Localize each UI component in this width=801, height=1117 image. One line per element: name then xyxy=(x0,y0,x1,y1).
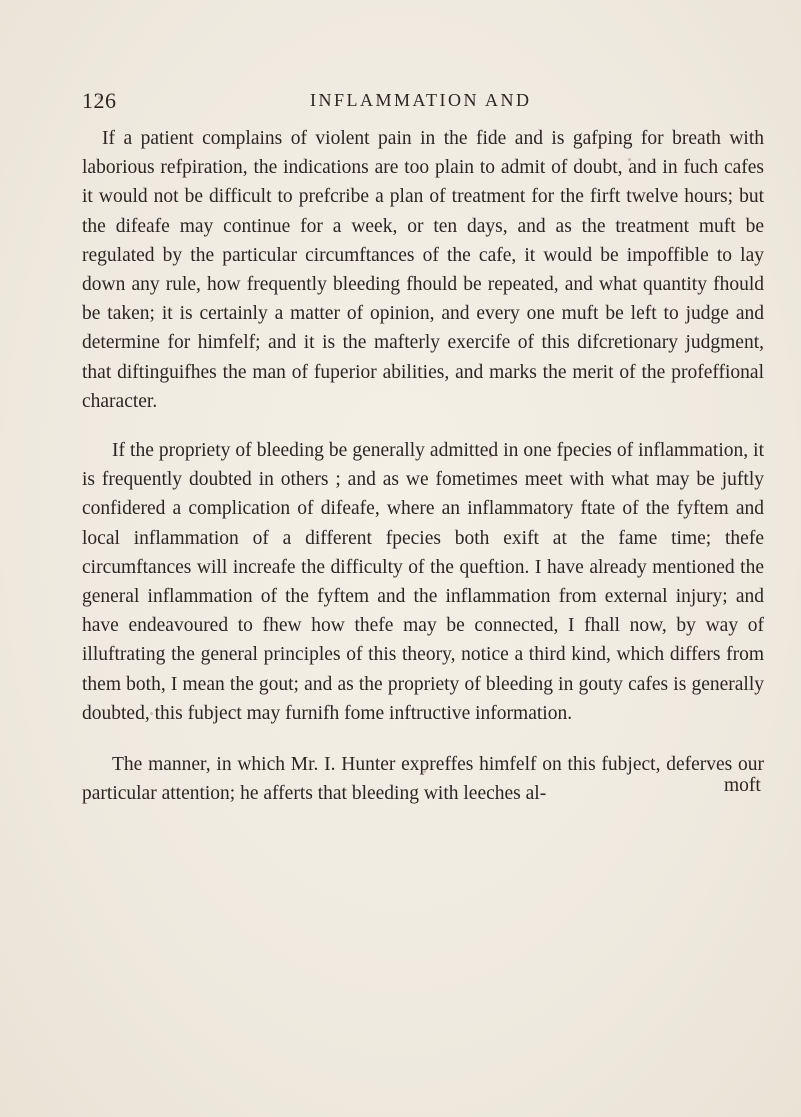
paper-speck xyxy=(98,96,101,99)
paragraph-2: If the propriety of bleeding be generally admitted in one fpecies of inflammation, it is frequently doubted in others ; and as we fometimes meet with what may be juftly confidered a complication of difeafe, where an inflammatory ftate of the fyftem and local inflammation of a different fpecies both exift at the fame time; thefe circumftances will increafe the difficulty of the queftion. I have already mentioned the general inflammation of the fyftem and the inflammation from external injury; and have endeavoured to fhew how thefe may be connected, I fhall now, by way of illuftrating the general principles of this theory, notice a third kind, which differs from them both, I mean the gout; and as the propriety of bleeding in gouty cafes is generally doubted, this fubject may furnifh fome inftructive information. xyxy=(82,440,764,724)
paper-speck xyxy=(423,770,426,773)
paper-speck xyxy=(489,455,492,458)
page-header xyxy=(82,88,762,118)
body-text xyxy=(82,124,764,808)
paper-speck xyxy=(628,158,631,161)
paragraph-3: The manner, in which Mr. I. Hunter expreffes himfelf on this fubject, deferves our particular attention; he afferts that bleeding with leeches al- xyxy=(82,754,764,805)
running-head: INFLAMMATION AND xyxy=(310,90,532,110)
paper-speck xyxy=(150,712,153,715)
catchword: moft xyxy=(724,775,761,796)
paragraph-1: If a patient complains of violent pain in the fide and is gafping for breath with laborious refpiration, the indications are too plain to admit of doubt, and in fuch cafes it would not be difficult to prefcribe a plan of treatment for the firft twelve hours; but the difeafe may continue for a week, or ten days, and as the treatment muft be regulated by the particular circumftances of the cafe, it would be impoffible to lay down any rule, how frequently bleeding fhould be repeated, and what quantity fhould be taken; it is certainly a matter of opinion, and every one muft be left to judge and determine for himfelf; and it is the mafterly exercife of this difcretionary judgment, that diftinguifhes the man of fuperior abilities, and marks the merit of the profeffional character. xyxy=(82,128,764,412)
page-number: 126 xyxy=(82,88,117,113)
